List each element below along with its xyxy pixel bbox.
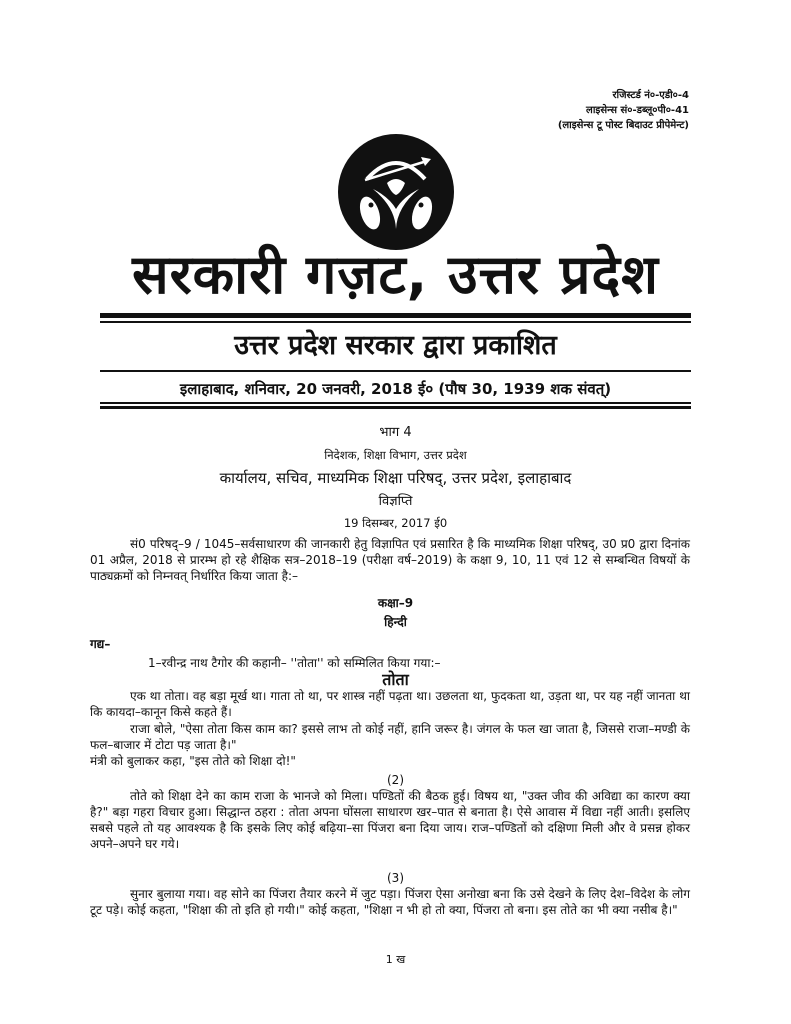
notice-date: 19 दिसम्बर, 2017 ई0: [343, 516, 448, 530]
notice-body: सं0 परिषद्–9 / 1045–सर्वसाधारण की जानकारी हेतु विज्ञापित एवं प्रसारित है कि माध्यमिक शिक्षा परिषद्, उ0 प्र0 द्वारा दिनांक 01 अप्रैल, 2018 से प्रारम्भ हो रहे शैक्षिक सत्र–2018–19 (परीक्षा वर्ष–2019) के कक्षा 9, 10, 11 एवं 12 से सम्बन्धित विषयों के पाठ्यक्रमों को निम्नवत् निर्धारित किया जाता है:–: [90, 537, 690, 583]
story-paragraph-2: राजा बोले, "ऐसा तोता किस काम का? इससे लाभ तो कोई नहीं, हानि जरूर है। जंगल के फल खा जाता है, जिससे राजा–मण्डी के फल–बाजार में टोटा पड़ जाता है।": [90, 722, 690, 752]
inclusion-note: 1–रवीन्द्र नाथ टैगोर की कहानी– ''तोता'' को सम्मिलित किया गया:–: [148, 656, 441, 670]
license-note: (लाइसेन्स टू पोस्ट बिदाउट प्रीपेमेन्ट): [557, 120, 689, 131]
class-label: कक्षा–9: [377, 596, 414, 610]
masthead-rule-thick: [100, 313, 691, 318]
gazette-masthead: सरकारी गज़ट, उत्तर प्रदेश: [132, 243, 659, 306]
masthead-rule-thin: [100, 321, 691, 323]
office-line: कार्यालय, सचिव, माध्यमिक शिक्षा परिषद्, उत्तर प्रदेश, इलाहाबाद: [219, 469, 572, 487]
state-emblem-icon: [337, 133, 455, 251]
part-label: भाग 4: [379, 425, 412, 440]
registration-number: रजिस्टर्ड नं०-एडी०-4: [612, 90, 689, 101]
registration-block: [558, 88, 689, 133]
section-number-3: (3): [387, 871, 404, 885]
directorate-line: निदेशक, शिक्षा विभाग, उत्तर प्रदेश: [324, 448, 467, 462]
section-label: गद्य–: [90, 637, 111, 651]
story-paragraph-4: तोते को शिक्षा देने का काम राजा के भानजे को मिला। पण्डितों की बैठक हुई। विषय था, "उक्त जीव की अविद्या का कारण क्या है?" बड़ा गहरा विचार हुआ। सिद्धान्त ठहरा : तोता अपना घोंसला साधारण खर–पात से बनाता है। ऐसे आवास में विद्या नहीं आती। इसलिए सबसे पहले तो यह आवश्यक है कि इसके लिए कोई बढ़िया–सा पिंजरा बना दिया जाय। राज–पण्डितों को दक्षिणा मिली और वे प्रसन्न होकर अपने–अपने घर गये।: [90, 789, 690, 851]
story-paragraph-5: सुनार बुलाया गया। वह सोने का पिंजरा तैयार करने में जुट पड़ा। पिंजरा ऐसा अनोखा बना कि उसे देखने के लिए देश–विदेश के लोग टूट पड़े। कोई कहता, "शिक्षा की तो इति हो गयी।" कोई कहता, "शिक्षा न भी हो तो क्या, पिंजरा तो बना। इस तोते का भी क्या नसीब है।": [90, 887, 690, 917]
dateline-rule-bottom: [100, 402, 691, 404]
story-title: तोता: [382, 670, 409, 689]
dateline-rule-bottom-2: [100, 406, 691, 409]
page-number: 1 ख: [385, 953, 406, 966]
section-number-2: (2): [387, 773, 404, 787]
publisher-subheading: उत्तर प्रदेश सरकार द्वारा प्रकाशित: [234, 330, 557, 361]
publication-dateline: इलाहाबाद, शनिवार, 20 जनवरी, 2018 ई० (पौष 30, 1939 शक संवत्): [179, 380, 612, 398]
notice-title: विज्ञप्ति: [378, 494, 413, 509]
license-number: लाइसेन्स सं०-डब्लू०पी०-41: [586, 105, 689, 116]
story-paragraph-3: मंत्री को बुलाकर कहा, "इस तोते को शिक्षा दो!": [90, 754, 296, 768]
dateline-rule-top: [100, 370, 691, 372]
subject-label: हिन्दी: [384, 615, 407, 629]
story-paragraph-1: एक था तोता। वह बड़ा मूर्ख था। गाता तो था, पर शास्त्र नहीं पढ़ता था। उछलता था, फुदकता था, उड़ता था, पर यह नहीं जानता था कि कायदा–कानून किसे कहते हैं।: [90, 689, 690, 719]
